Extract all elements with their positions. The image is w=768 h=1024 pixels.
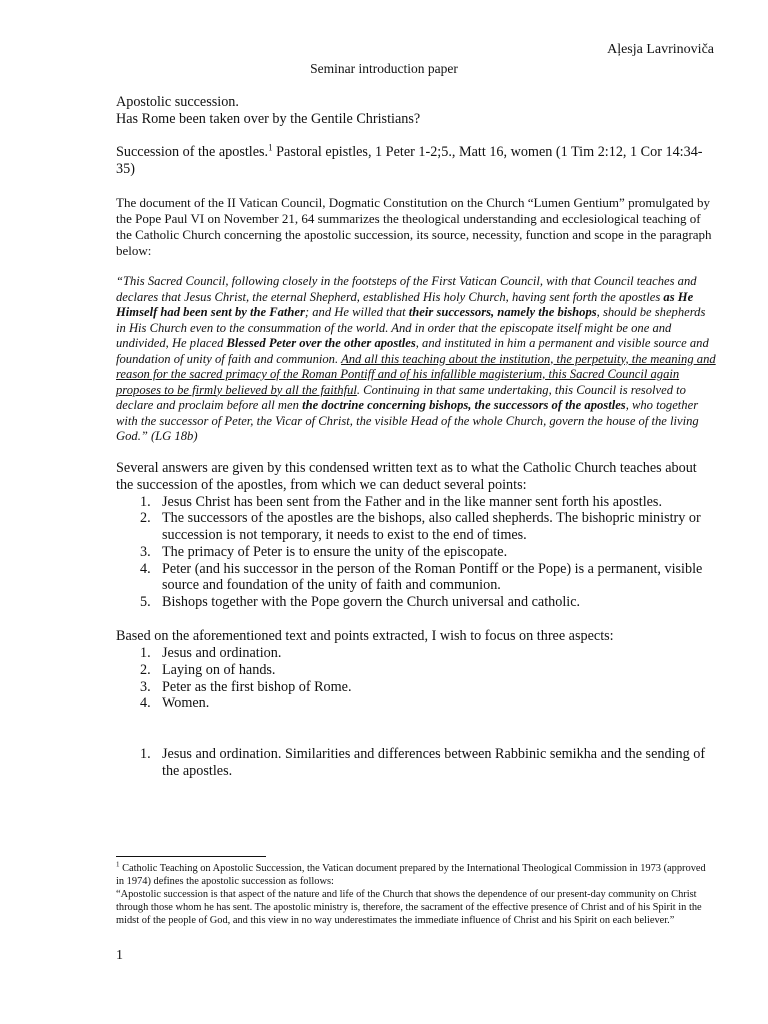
intro-paragraph: The document of the II Vatican Council, Dogmatic Constitution on the Church “Lumen Gentium” promulgated by the Pope Paul VI on November 21, 64 summarizes the theological understanding and ecclesiological teaching of the Catholic Church concerning the apostolic succession, its source, necessity, function and scope in the paragraph below: [116,195,712,258]
aspects-list [116,645,716,712]
topics-rest: Pastoral epistles, 1 Peter 1-2;5., Matt 16, women (1 Tim 2:12, 1 Cor 14:34-35) [116,144,703,177]
topics-lead: Succession of the apostles. [116,144,269,160]
quote-text: . Continuing in that same undertaking, this Council is resolved to declare and proclaim before all men [116,382,686,412]
quote-text: , should be shepherds in His Church even to the consummation of the world. And in order that the episcopate itself might be one and undivided, He placed [116,305,706,350]
list-text: The primacy of Peter is to ensure the unity of the episcopate. [162,543,508,560]
list-item [116,510,716,544]
section-heading [116,746,716,780]
list-item [116,679,716,696]
list-item [116,695,716,712]
list-number: 1. [140,645,151,662]
quote-text: , and instituted in him a permanent and visible source and foundation of unity of faith and communion. [116,336,709,366]
list-number: 4. [140,695,151,712]
list-number: 3. [140,543,151,560]
footnote-separator [116,856,266,857]
footnote-reference[interactable]: 1 [268,142,273,153]
quote-underlined: And all this teaching about the institution, the perpetuity, the meaning and reason for the sacred primacy of the Roman Pontiff and of his infallible magisterium, this Sacred Council again proposes to be firmly believed by all the faithful [116,351,716,397]
aspects-intro: Based on the aforementioned text and points extracted, I wish to focus on three aspects: [116,628,614,645]
list-number: 2. [140,510,151,527]
quote-emphasis: Blessed Peter over the other apostles [226,336,416,350]
list-number: 2. [140,661,151,678]
document-body [116,94,716,780]
list-text: Peter as the first bishop of Rome. [162,678,352,695]
quote-emphasis: the doctrine concerning bishops, the successors of the apostles [302,398,626,412]
quote-emphasis: their successors, namely the bishops [408,305,597,319]
list-text: Peter (and his successor in the person of the Roman Pontiff or the Pope) is a permanent, visible source and foundation of the unity of faith and communion. [162,560,703,594]
list-number: 1. [140,746,151,763]
list-text: Women. [162,695,210,712]
list-item [116,662,716,679]
list-text: Laying on of hands. [162,661,276,678]
quote-emphasis: as He Himself had been sent by the Father [116,289,694,319]
list-text: Jesus and ordination. [162,645,282,662]
list-text: Bishops together with the Pope govern the Church universal and catholic. [162,594,581,611]
quote-text: ; and He willed that [304,305,409,319]
list-number: 1. [140,493,151,510]
list-item [116,594,716,611]
footnote-mark: 1 [116,860,120,869]
list-text: Jesus Christ has been sent from the Father and in the like manner sent forth his apostles. [162,493,663,510]
list-number: 3. [140,678,151,695]
quote-text: , who together with the successor of Peter, the Vicar of Christ, the visible Head of the whole Church, govern the house of the living God.” (LG 18b) [116,398,699,443]
list-text: Jesus and ordination. Similarities and differences between Rabbinic semikha and the sending of the apostles. [162,746,706,780]
answers-intro: Several answers are given by this condensed written text as to what the Catholic Church teaches about the succession of the apostles, from which we can deduct several points: [116,459,697,493]
list-text: The successors of the apostles are the bishops, also called shepherds. The bishopric ministry or succession is not temporary, it needs to exist to the end of times. [162,510,701,544]
footnote-line-2: “Apostolic succession is that aspect of the nature and life of the Church that shows the dependence of our present-day community on Christ through those whom he has sent. The apostolic ministry is, therefore, the sacrament of the effective presence of Christ and of his Spirit in the midst of the people of God, and this view in no way underestimates the immediate influence of Christ and his Spirit on each believer.” [116,889,702,926]
paper-subtitle: Seminar introduction paper [310,61,458,76]
points-list [116,494,716,612]
list-item [116,494,716,511]
list-number: 4. [140,560,151,577]
footnote [116,862,716,927]
footnote-line-1 [116,862,716,888]
list-number: 5. [140,594,151,611]
list-item [116,544,716,561]
paper-title [116,94,716,128]
title-line-1: Apostolic succession. [116,94,239,110]
list-item [116,645,716,662]
list-item [116,561,716,595]
title-line-2: Has Rome been taken over by the Gentile Christians? [116,111,421,127]
author-name: Aļesja Lavrinoviča [607,42,714,57]
section-heading-list [116,746,716,780]
lumen-gentium-quote [116,274,716,445]
page-number: 1 [116,948,123,963]
quote-text: “This Sacred Council, following closely in the footsteps of the First Vatican Council, with that Council teaches and declares that Jesus Christ, the eternal Shepherd, established His holy Church, having sent forth the apostles [116,274,697,304]
topics-line [116,144,716,178]
footnote-text: Catholic Teaching on Apostolic Succession, the Vatican document prepared by the International Theological Commission in 1973 (approved in 1974) defines the apostolic succession as follows: [116,863,706,887]
